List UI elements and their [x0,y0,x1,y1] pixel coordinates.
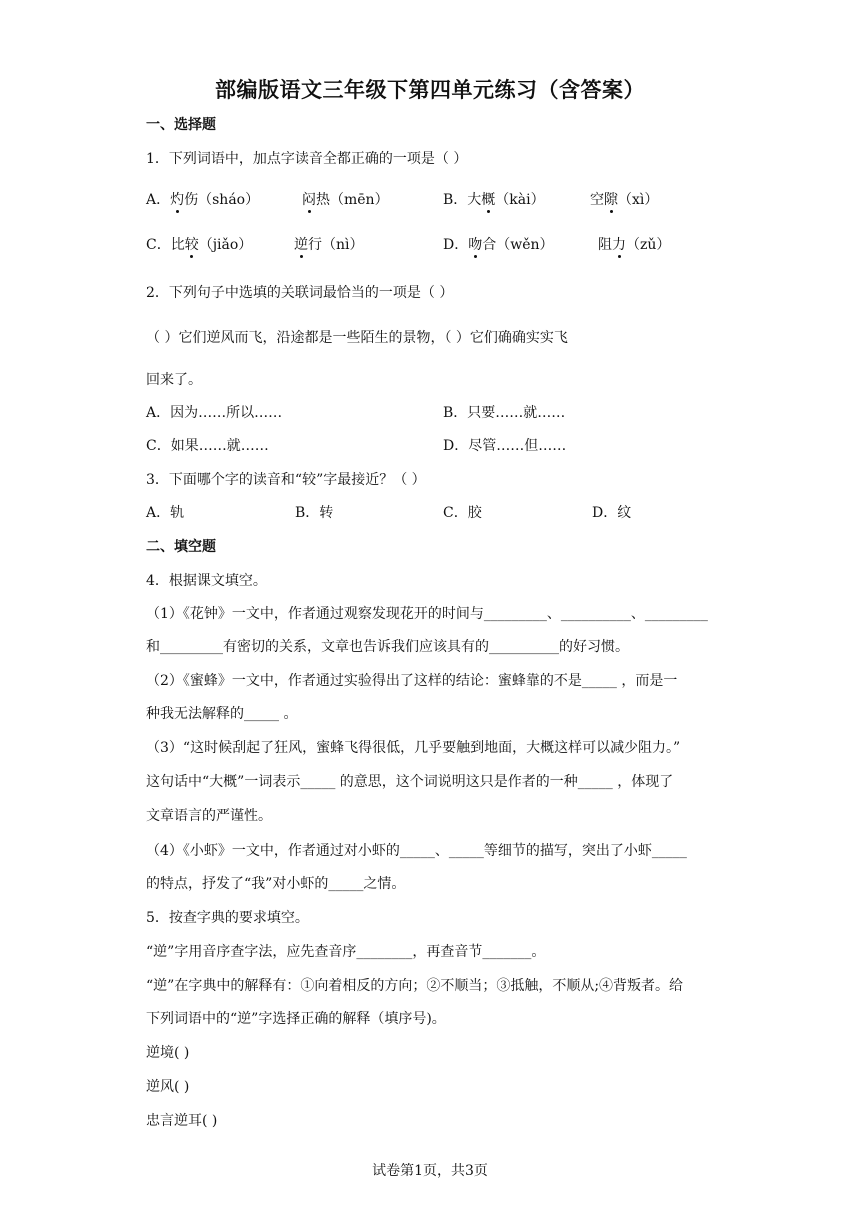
question-5-stem: 5．按查字典的要求填空。 [146,910,309,926]
q1-d2-dotted-char: 力 [612,234,626,254]
q4-part2-line1: （2）《蜜蜂》一文中，作者通过实验得出了这样的结论：蜜蜂靠的不是_____ ，而是一 [146,673,678,689]
question-3-stem: 3．下面哪个字的读音和“较”字最接近？（ ） [146,472,426,488]
q3-option-d: D．纹 [592,505,632,521]
q5-word-3: 忠言逆耳( ) [146,1113,218,1129]
q2-option-a: A．因为……所以…… [146,405,283,421]
q5-line3: 下列词语中的“逆”字选择正确的解释（填序号)。 [146,1011,446,1027]
q1-b-letter: B． [443,192,468,208]
q1-c2-pinyin: （nì） [322,237,364,253]
q1-option-a [146,189,259,209]
question-1-stem: 1．下列词语中，加点字读音全都正确的一项是（ ） [146,151,468,167]
q5-line2: “逆”在字典中的解释有：①向着相反的方向；②不顺当；③抵触，不顺从;④背叛者。给 [146,978,684,994]
q1-d2-pinyin: （zǔ） [626,237,671,253]
q2-option-d: D．尽管……但…… [443,438,567,454]
q4-part3-line1: （3）“这时候刮起了狂风，蜜蜂飞得很低，几乎要触到地面，大概这样可以减少阻力。” [146,740,681,756]
q4-part1-line2: 和_________有密切的关系，文章也告诉我们应该具有的__________的好习惯。 [146,639,629,655]
section-heading-choice: 一、选择题 [146,117,216,133]
q1-c-letter: C． [146,237,171,253]
q1-d-dotted-char: 吻 [468,234,482,254]
q1-a2-char: 热 [316,192,330,208]
q1-a-letter: A． [146,192,171,208]
q1-a-pinyin: （sháo） [198,192,260,208]
q1-c2-dotted-char: 逆 [294,234,308,254]
q2-sentence-line-1: （ ）它们逆风而飞，沿途都是一些陌生的景物，（ ）它们确确实实飞 [146,330,568,346]
q1-b-pinyin: （kài） [495,192,545,208]
q5-line1: “逆”字用音序查字法，应先查音序________，再查音节_______。 [146,944,546,960]
q1-d-char: 合 [482,237,497,253]
q4-part3-line3: 文章语言的严谨性。 [146,808,272,824]
q4-part2-line2: 种我无法解释的_____ 。 [146,706,298,722]
page-title: 部编版语文三年级下第四单元练习（含答案） [215,78,645,102]
q1-d2-char: 阻 [598,237,612,253]
question-2-stem: 2．下列句子中选填的关联词最恰当的一项是（ ） [146,285,454,301]
q1-option-c-word2 [294,234,364,254]
q1-c-dotted-char: 较 [185,234,199,254]
section-heading-fill: 二、填空题 [146,539,216,555]
q3-option-c: C．胶 [443,505,482,521]
q1-a2-pinyin: （mēn） [330,192,389,208]
q1-option-c [146,234,252,254]
q1-b-char: 大 [467,192,482,208]
q2-option-c: C．如果……就…… [146,438,269,454]
q1-c2-char: 行 [308,237,322,253]
q3-option-b: B．转 [295,505,334,521]
q1-option-b [443,189,545,209]
q1-a-char: 伤 [184,192,199,208]
q1-a2-dotted-char: 闷 [302,189,316,209]
q2-option-b: B．只要……就…… [443,405,566,421]
q4-part1-line1: （1）《花钟》一文中，作者通过观察发现花开的时间与_________、__________、_________ [146,606,708,622]
q1-option-d-word2 [598,234,670,254]
q1-option-b-word2 [590,189,658,209]
page-footer: 试卷第1页，共3页 [372,1163,488,1179]
q1-d-pinyin: （wěn） [496,237,554,253]
q1-b-dotted-char: 概 [481,189,495,209]
q4-part4-line2: 的特点，抒发了“我”对小虾的_____之情。 [146,876,406,892]
q5-word-1: 逆境( ) [146,1045,190,1061]
q1-b2-pinyin: （xì） [618,192,659,208]
q4-part3-line2: 这句话中“大概”一词表示_____ 的意思，这个词说明这只是作者的一种_____ ，体现了 [146,774,674,790]
q5-word-2: 逆风( ) [146,1079,190,1095]
question-4-stem: 4．根据课文填空。 [146,573,267,589]
q1-c-char: 比 [170,237,185,253]
q3-option-a: A．轨 [146,505,185,521]
q4-part4-line1: （4）《小虾》一文中，作者通过对小虾的_____、_____等细节的描写，突出了小虾_____ [146,843,687,859]
q1-option-a-word2 [302,189,389,209]
q1-b2-char: 空 [590,192,604,208]
q1-a-dotted-char: 灼 [170,189,184,209]
q1-option-d [443,234,554,254]
q1-d-letter: D． [443,237,469,253]
q1-b2-dotted-char: 隙 [604,189,618,209]
q2-sentence-line-2: 回来了。 [146,372,202,388]
q1-c-pinyin: （jiǎo） [198,237,253,253]
